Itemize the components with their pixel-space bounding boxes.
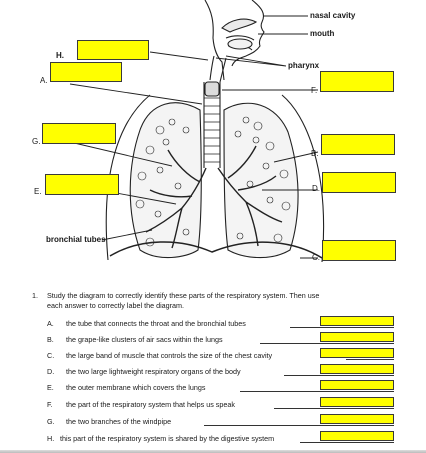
answer-line [240, 391, 394, 392]
label-bronchial-tubes: bronchial tubes [46, 235, 106, 244]
answer-line [290, 327, 394, 328]
label-nasal-cavity: nasal cavity [310, 11, 356, 20]
label-pharynx: pharynx [288, 61, 320, 70]
answer-line [300, 442, 394, 443]
question-text: the two large lightweight respiratory organs of the body [66, 367, 241, 376]
question-letter: A. [47, 319, 54, 328]
question-text: the part of the respiratory system that helps us speak [66, 400, 235, 409]
question-letter: E. [47, 383, 54, 392]
label-mouth: mouth [310, 29, 335, 38]
answer-line [260, 343, 394, 344]
question-letter: B. [47, 335, 54, 344]
answer-box-question-G[interactable] [320, 414, 394, 424]
tongue-shape [228, 39, 252, 49]
question-letter: G. [47, 417, 55, 426]
head-outline [205, 0, 224, 80]
right-lung [224, 103, 298, 257]
instructions-line-1: Study the diagram to correctly identify these parts of the respiratory system. Then use [47, 291, 320, 300]
label-H: H. [56, 51, 64, 60]
label-B: B. [311, 149, 319, 158]
question-text: the tube that connects the throat and the bronchial tubes [66, 319, 246, 328]
label-G: G. [32, 137, 41, 146]
answer-box-B[interactable] [321, 134, 395, 155]
question-text: this part of the respiratory system is shared by the digestive system [60, 434, 275, 443]
label-D: D. [312, 184, 320, 193]
question-text: the grape-like clusters of air sacs within the lungs [66, 335, 223, 344]
answer-box-question-A[interactable] [320, 316, 394, 326]
question-letter: C. [47, 351, 55, 360]
question-text: the large band of muscle that controls the size of the chest cavity [66, 351, 273, 360]
face-outline [232, 0, 264, 66]
question-text: the outer membrane which covers the lungs [66, 383, 206, 392]
nasal-cavity-shape [222, 19, 256, 32]
question-letter: D. [47, 367, 55, 376]
answer-box-E[interactable] [45, 174, 119, 195]
answer-box-G[interactable] [42, 123, 116, 144]
answer-box-F[interactable] [320, 71, 394, 92]
answer-box-H[interactable] [77, 40, 149, 60]
answer-box-question-C[interactable] [320, 348, 394, 358]
answer-box-D[interactable] [322, 172, 396, 193]
label-A: A. [40, 76, 48, 85]
label-F: F. [311, 86, 318, 95]
instructions-line-2: each answer to correctly label the diagram. [47, 301, 185, 310]
label-C: C. [312, 253, 320, 262]
answer-line [346, 359, 394, 360]
answer-line [284, 375, 394, 376]
question-letter: H. [47, 434, 55, 443]
label-E: E. [34, 187, 42, 196]
answer-line [274, 408, 394, 409]
answer-box-A[interactable] [50, 62, 122, 82]
answer-box-question-D[interactable] [320, 364, 394, 374]
answer-box-C[interactable] [322, 240, 396, 261]
instructions-number: 1. [32, 291, 38, 300]
question-text: the two branches of the windpipe [66, 417, 172, 426]
answer-line [204, 425, 394, 426]
answer-box-question-F[interactable] [320, 397, 394, 407]
answer-box-question-B[interactable] [320, 332, 394, 342]
answer-box-question-E[interactable] [320, 380, 394, 390]
question-letter: F. [47, 400, 53, 409]
answer-box-question-H[interactable] [320, 431, 394, 441]
